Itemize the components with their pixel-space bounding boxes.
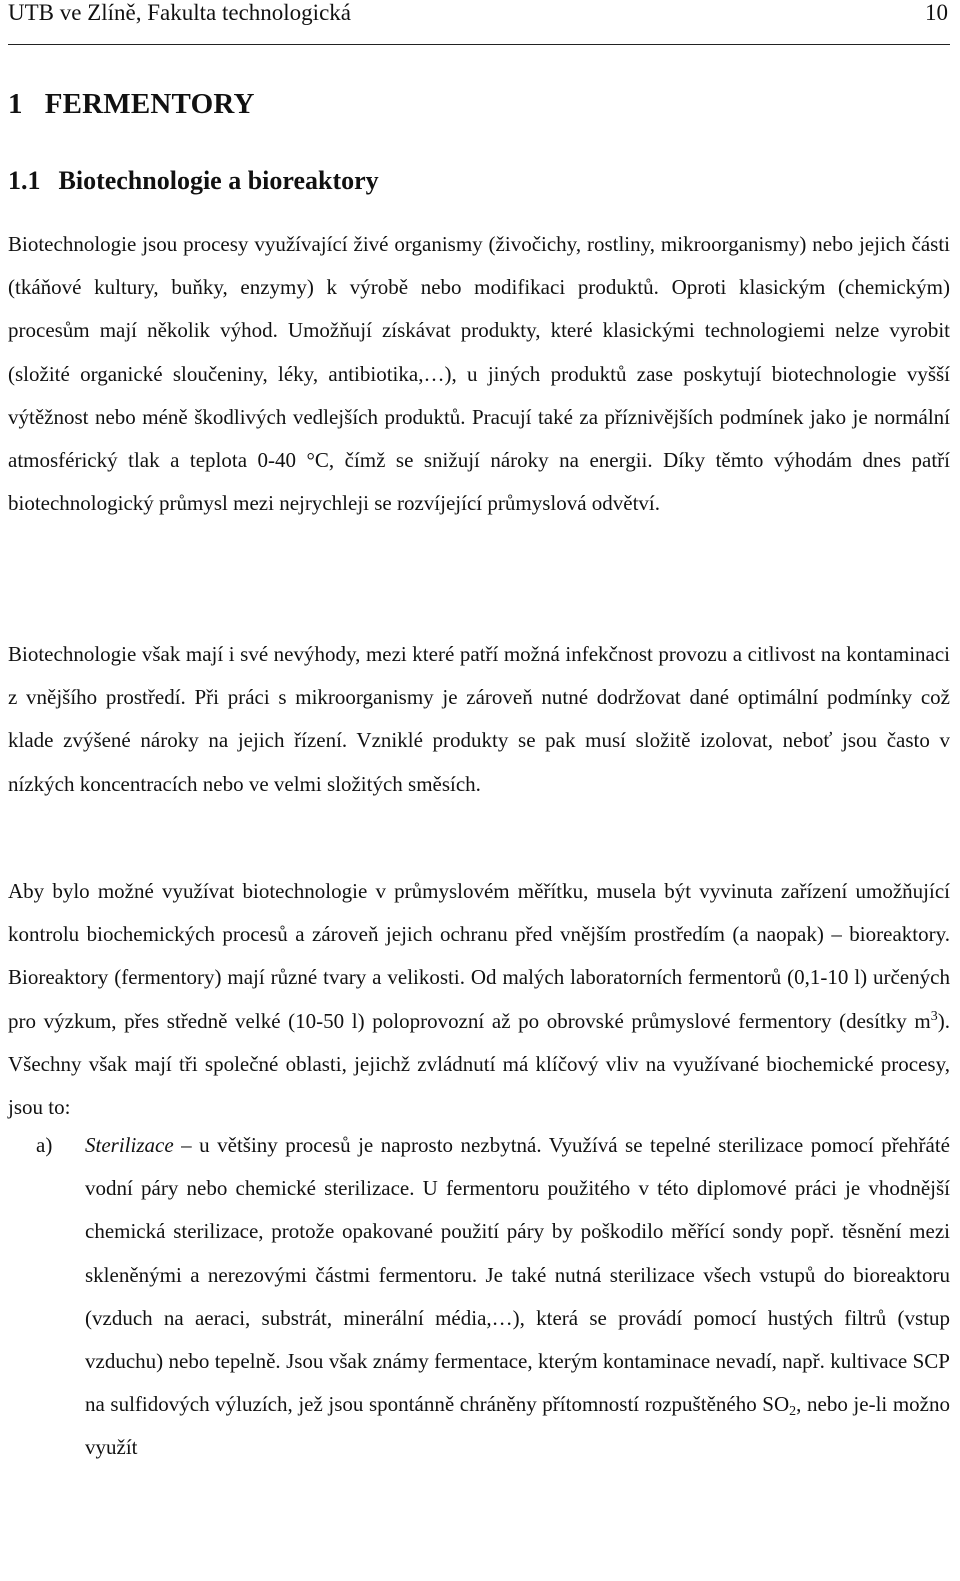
- paragraph-2-text: Biotechnologie však mají i své nevýhody, mezi které patří možná infekčnost provozu a citlivost na kontaminaci z vnějšího prostředí. Při práci s mikroorganismy je zároveň nutné dodržovat dané optimální podmínky což klade zvýšené nároky na jejich řízení. Vzniklé produkty se pak musí složitě izolovat, neboť jsou často v nízkých koncentracích nebo ve velmi složitých směsích.: [8, 642, 950, 796]
- chapter-number: 1: [8, 88, 23, 120]
- paragraph-2: [8, 633, 950, 806]
- list-item-marker: a): [36, 1133, 53, 1157]
- chapter-heading: [8, 88, 255, 121]
- chapter-title: FERMENTORY: [44, 88, 255, 120]
- section-title: Biotechnologie a bioreaktory: [58, 166, 379, 195]
- header-institution: UTB ve Zlíně, Fakulta technologická: [8, 0, 351, 25]
- paragraph-3-part-2: ). Všechny však mají tři společné oblasti, jejichž zvládnutí má klíčový vliv na využívané biochemické procesy, jsou to:: [8, 1008, 950, 1120]
- section-number: 1.1: [8, 166, 41, 195]
- paragraph-3-superscript: 3: [930, 1008, 938, 1024]
- paragraph-3-text: [8, 870, 950, 1129]
- header-page-number: 10: [925, 0, 948, 25]
- list-item-subscript: 2: [789, 1404, 797, 1420]
- running-header: [8, 0, 950, 45]
- section-heading: [8, 166, 379, 196]
- list-item-text-part-2: , nebo je-li možno využít: [85, 1392, 950, 1460]
- paragraph-1-text: Biotechnologie jsou procesy využívající živé organismy (živočichy, rostliny, mikroorganismy) nebo jejich části (tkáňové kultury, buňky, enzymy) k výrobě nebo modifikaci produktů. Oproti klasickým (chemickým) procesům mají několik výhod. Umožňují získávat produkty, které klasickými technologiemi nelze vyrobit (složité organické sloučeniny, léky, antibiotika,…), u jiných produktů zase poskytují biotechnologie vyšší výtěžnost nebo méně škodlivých vedlejších produktů. Pracují také za příznivějších podmínek jako je normální atmosférický tlak a teplota 0-40 °C, čímž se snižují nároky na energii. Díky těmto výhodám dnes patří biotechnologický průmysl mezi nejrychleji se rozvíjející průmyslová odvětví.: [8, 232, 950, 516]
- list-item-sterilization: [8, 1124, 950, 1470]
- list-item-text-part-1: – u většiny procesů je naprosto nezbytná. Využívá se tepelné sterilizace pomocí přehřáté vodní páry nebo chemické sterilizace. U fermentoru použitého v této diplomové práci je vhodnější chemická sterilizace, protože opakované použití páry by poškodilo měřící sondy popř. těsnění mezi skleněnými a nerezovými částmi fermentoru. Je také nutná sterilizace všech vstupů do bioreaktoru (vzduch na aeraci, substrát, minerální média,…), která se provádí pomocí hustých filtrů (vstup vzduchu) nebo tepelně. Jsou však známy fermentace, kterým kontaminace nevadí, např. kultivace SCP na sulfidových výluzích, jež jsou spontánně chráněny přítomností rozpuštěného SO: [85, 1133, 950, 1417]
- list-item-term: Sterilizace: [85, 1133, 174, 1157]
- paragraph-3: [8, 870, 950, 1129]
- paragraph-3-part-1: Aby bylo možné využívat biotechnologie v průmyslovém měřítku, musela být vyvinuta zařízení umožňující kontrolu biochemických procesů a zároveň jejich ochranu před vnějším prostředím (a naopak) – bioreaktory. Bioreaktory (fermentory) mají různé tvary a velikosti. Od malých laboratorních fermentorů (0,1-10 l) určených pro výzkum, přes středně velké (10-50 l) poloprovozní až po obrovské průmyslové fermentory (desítky m: [8, 879, 950, 1033]
- requirements-list: [8, 1124, 950, 1470]
- paragraph-1: [8, 223, 950, 525]
